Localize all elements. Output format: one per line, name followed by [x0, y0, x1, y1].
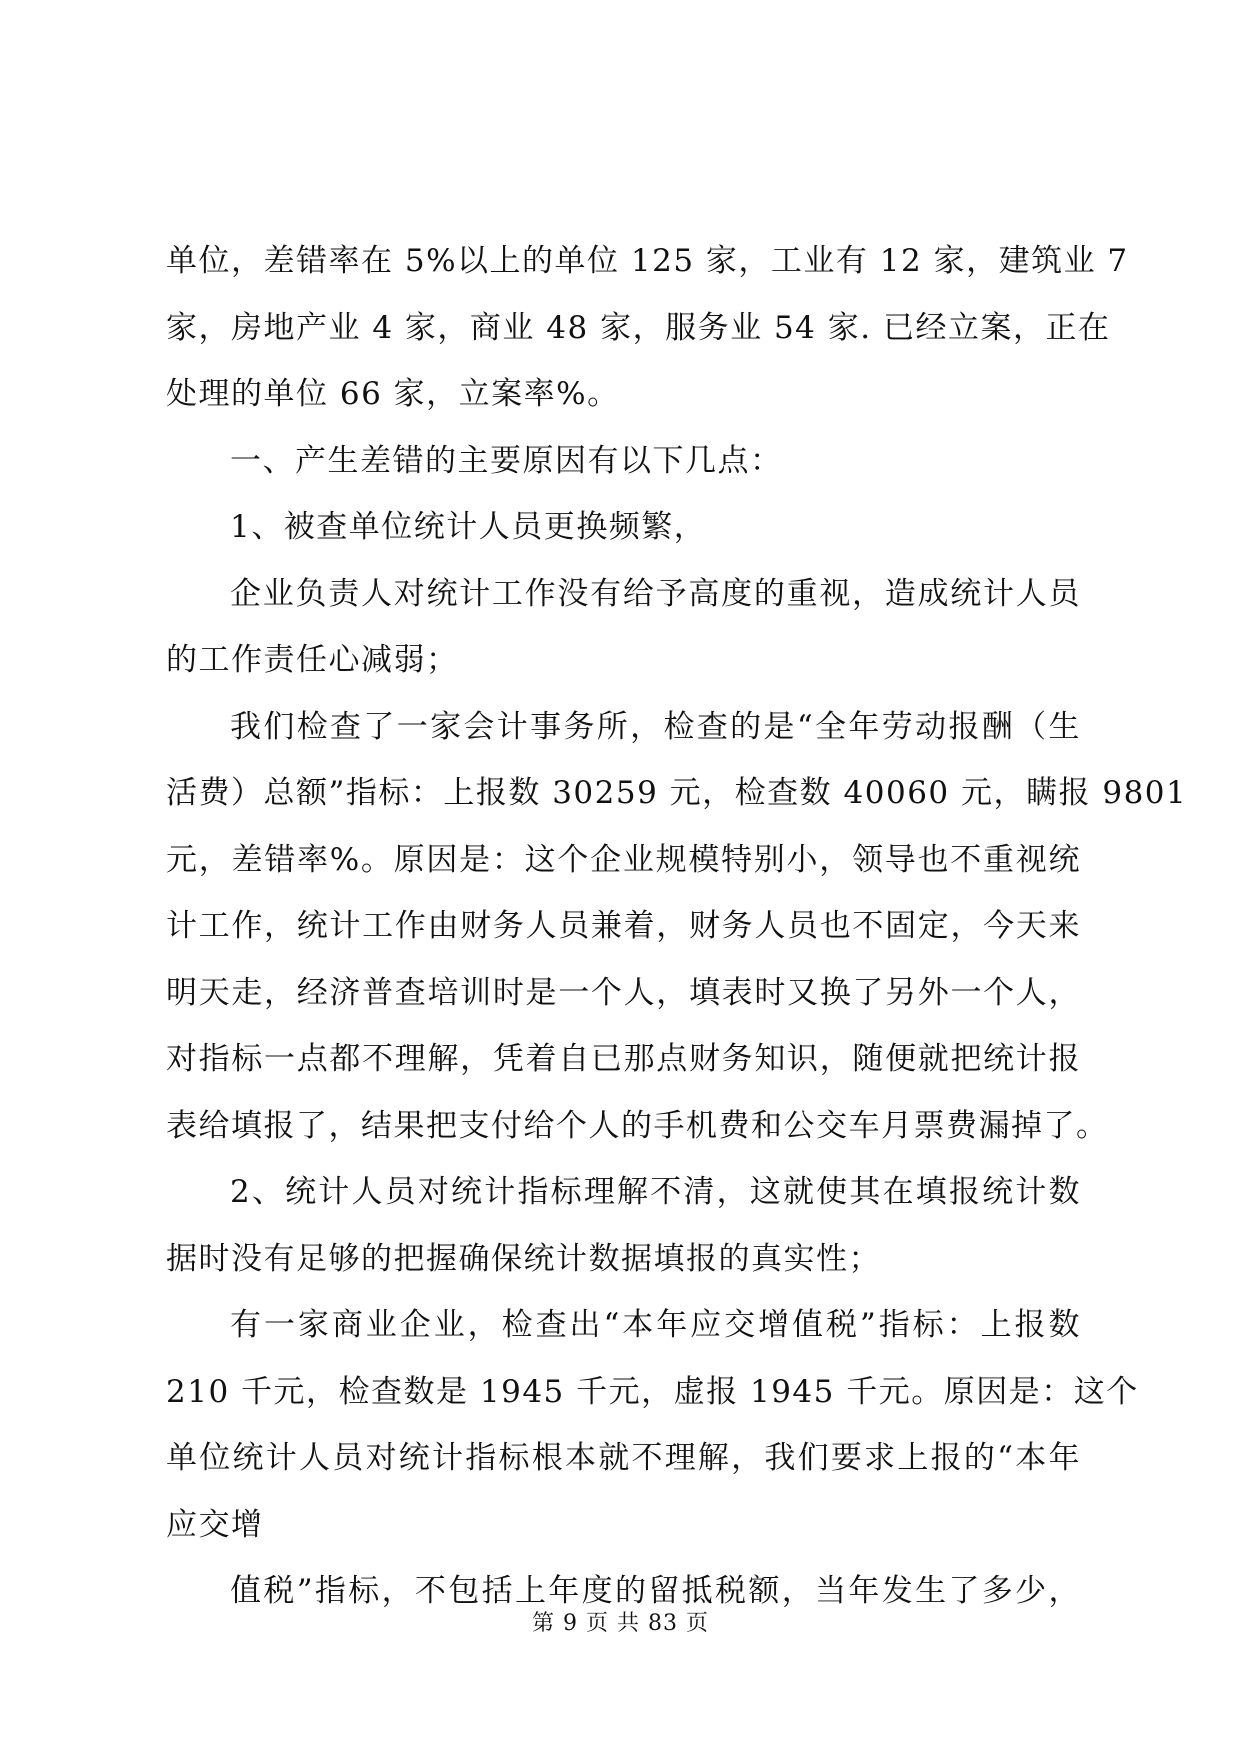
- text-line: 的工作责任心减弱；: [166, 642, 459, 678]
- text-line: 210 千元，检查数是 1945 千元，虚报 1945 千元。原因是：这个: [166, 1373, 1139, 1410]
- text-line: 企业负责人对统计工作没有给予高度的重视，造成统计人员: [230, 575, 1081, 612]
- text-line: 值税”指标，不包括上年度的留抵税额，当年发生了多少，: [230, 1573, 1081, 1609]
- body-text: [166, 228, 1188, 1625]
- page-footer: 第 9 页 共 83 页: [532, 1611, 709, 1636]
- numbered-point: 2、统计人员对统计指标理解不清，这就使其在填报统计数: [230, 1174, 1081, 1210]
- text-line: 单位统计人员对统计指标根本就不理解，我们要求上报的“本年: [166, 1440, 1081, 1476]
- text-line: 单位，差错率在 5%以上的单位 125 家，工业有 12 家，建筑业 7: [166, 243, 1129, 279]
- text-line: 据时没有足够的把握确保统计数据填报的真实性；: [166, 1240, 881, 1277]
- section-heading: 一、产生差错的主要原因有以下几点：: [230, 442, 783, 479]
- text-line: 计工作，统计工作由财务人员兼着，财务人员也不固定，今天来: [166, 908, 1081, 944]
- numbered-point: 1、被查单位统计人员更换频繁，: [230, 509, 707, 545]
- text-line: 对指标一点都不理解，凭着自已那点财务知识，随便就把统计报: [166, 1041, 1081, 1077]
- text-line: 有一家商业企业，检查出“本年应交增值税”指标：上报数: [230, 1307, 1081, 1343]
- text-line: 表给填报了，结果把支付给个人的手机费和公交车月票费漏掉了。: [166, 1107, 1109, 1144]
- text-line: 明天走，经济普查培训时是一个人，填表时又换了另外一个人，: [166, 974, 1081, 1011]
- text-line: 我们检查了一家会计事务所，检查的是“全年劳动报酬（生: [230, 708, 1081, 745]
- text-line: 处理的单位 66 家，立案率%。: [166, 376, 620, 412]
- text-line: 家，房地产业 4 家，商业 48 家，服务业 54 家. 已经立案，正在: [166, 309, 1111, 346]
- text-line: 活费）总额”指标：上报数 30259 元，检查数 40060 元，瞒报 9801: [166, 775, 1188, 811]
- text-line: 元，差错率%。原因是：这个企业规模特别小，领导也不重视统: [166, 841, 1081, 878]
- text-line: 应交增: [166, 1506, 264, 1543]
